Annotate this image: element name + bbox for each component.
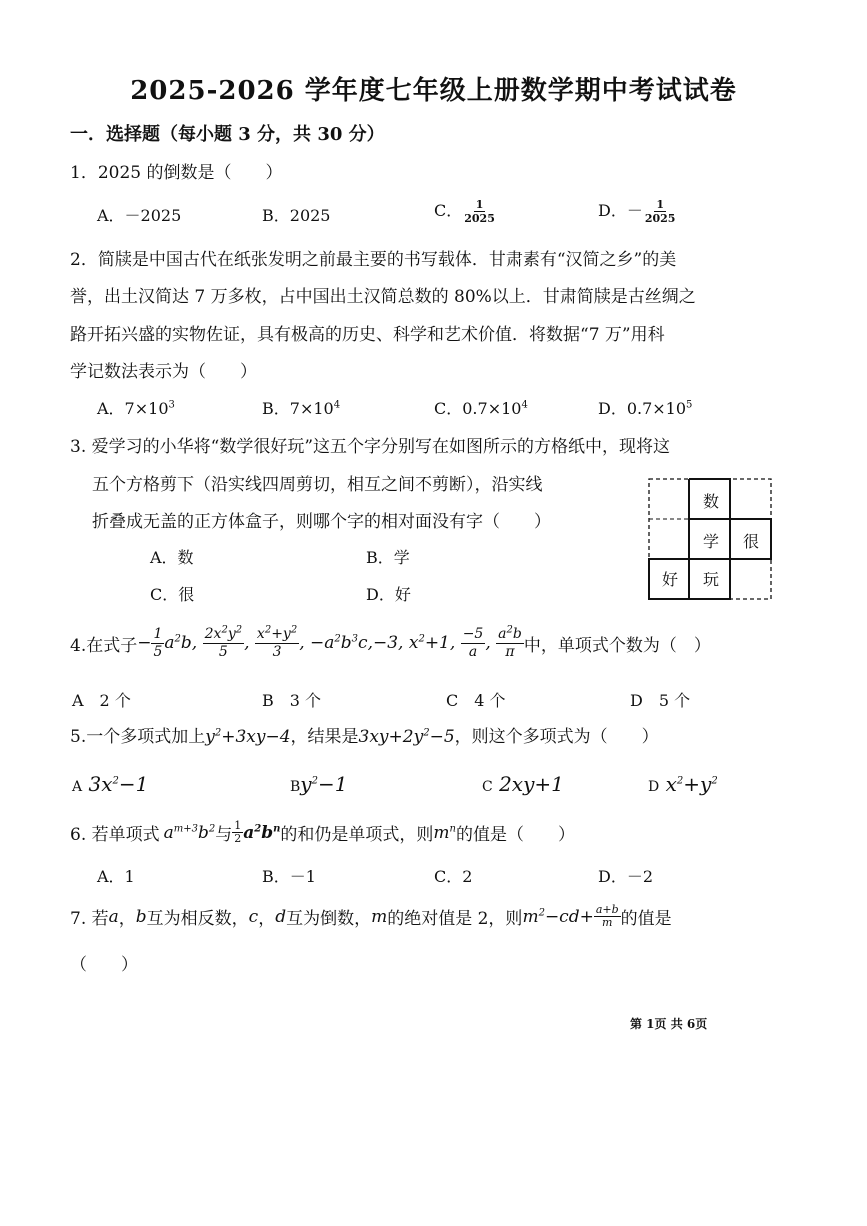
q5-option-a: A $3x^2-1$ — [72, 772, 149, 796]
grid-cell-wan: 玩 — [702, 569, 719, 589]
grid-cell-xue: 学 — [702, 531, 719, 551]
q2-option-b: B．$7\times 10^4$ — [262, 399, 341, 418]
q3-option-b: B．学 — [366, 548, 410, 567]
question-6-stem: 6. 若单项式 $a^{m+3}b^2$ 与 1 2 $a^2b^n$ 的和仍是单项式，则 $m^n$ 的值是（ ） — [70, 819, 575, 845]
q4-option-b: B 3 个 — [262, 691, 322, 710]
q3-option-d: D．好 — [366, 585, 411, 604]
q3-option-a: A．数 — [150, 548, 194, 567]
q4-option-a: A 2 个 — [72, 691, 131, 710]
q2-option-c: C．$0.7\times 10^4$ — [434, 399, 528, 418]
question-4-stem: 4.在式子 − $\frac{1}{5}$ $a^2b$, $\frac{2x^2y^2}{5}$ , $\frac{x^2+y^2}{3}$ , $-a^2b^3c,-3$, $x^2+1$, $\frac{-5}{a}$ , $\frac{a^2b}{\pi}$ 中，单项式个数为（ ） — [70, 624, 711, 660]
page-number: 第 1页 共 6页 — [630, 1017, 708, 1031]
question-2-line-4: 学记数法表示为（ ） — [70, 362, 257, 382]
q1-option-a: A．－2025 — [97, 206, 182, 225]
q6-option-d: D．－2 — [598, 867, 654, 886]
question-5-stem: 5.一个多项式加上$y^2+3xy-4$，结果是$3xy+2y^2-5$，则这个多项式为（ ） — [70, 727, 659, 747]
q6-option-b: B．－1 — [262, 867, 316, 886]
question-3-line-1: 3. 爱学习的小华将“数学很好玩”这五个字分别写在如图所示的方格纸中，现将这 — [70, 437, 671, 457]
q2-option-d: D．$0.7\times 10^5$ — [598, 399, 693, 418]
q4-option-c: C 4 个 — [446, 691, 506, 710]
q4-option-d: D 5 个 — [630, 691, 691, 710]
question-3-line-3: 折叠成无盖的正方体盒子，则哪个字的相对面没有字（ ） — [92, 512, 551, 532]
question-7-answer-paren: （ ） — [70, 955, 138, 975]
grid-cell-hen: 很 — [742, 531, 759, 551]
question-3-line-2: 五个方格剪下（沿实线四周剪切，相互之间不剪断），沿实线 — [92, 475, 543, 495]
q5-option-d: D $x^2+y^2$ — [648, 772, 718, 796]
q1-option-d: D．－ $\frac{1}{2025}$ — [598, 198, 676, 225]
exam-title: 2025-2026 学年度七年级上册数学期中考试试卷 — [130, 76, 737, 106]
q6-option-c: C．2 — [434, 867, 473, 886]
grid-cell-shu: 数 — [702, 491, 719, 511]
q4-expression-list: − $\frac{1}{5}$ $a^2b$, $\frac{2x^2y^2}{5}$ , $\frac{x^2+y^2}{3}$ , $-a^2b^3c,-3$, $x^2+1$, $\frac{-5}{a}$ , $\frac{a^2b}{\pi}$ — [137, 624, 522, 660]
grid-cell-hao: 好 — [661, 569, 678, 589]
grid-figure — [648, 478, 772, 600]
question-2-line-3: 路开拓兴盛的实物佐证，具有极高的历史、科学和艺术价值．将数据“7 万”用科 — [70, 325, 665, 345]
question-2-line-2: 誉，出土汉简达 7 万多枚，占中国出土汉简总数的 80%以上．甘肃简牍是古丝绸之 — [70, 287, 696, 307]
q3-option-c: C．很 — [150, 585, 195, 604]
question-7-stem: 7. 若 a ， b 互为相反数， c ， d 互为倒数， m 的绝对值是 2，则 $m^2-cd+$ $\frac{a+b}{m}$ 的值是 — [70, 903, 672, 929]
q6-option-a: A．1 — [97, 867, 135, 886]
q5-option-c: C 2xy+1 — [482, 772, 564, 796]
q1-option-c: C． $\frac{1}{2025}$ — [434, 198, 495, 225]
section-heading: 一．选择题（每小题 3 分，共 30 分） — [70, 124, 385, 145]
question-1-stem: 1．2025 的倒数是（ ） — [70, 163, 283, 183]
q1-option-b: B．2025 — [262, 206, 331, 225]
question-2-line-1: 2．简牍是中国古代在纸张发明之前最主要的书写载体．甘肃素有“汉简之乡”的美 — [70, 250, 677, 270]
q2-option-a: A．$7\times 10^3$ — [97, 399, 175, 418]
q5-option-b: $By^2-1$ — [290, 772, 348, 796]
